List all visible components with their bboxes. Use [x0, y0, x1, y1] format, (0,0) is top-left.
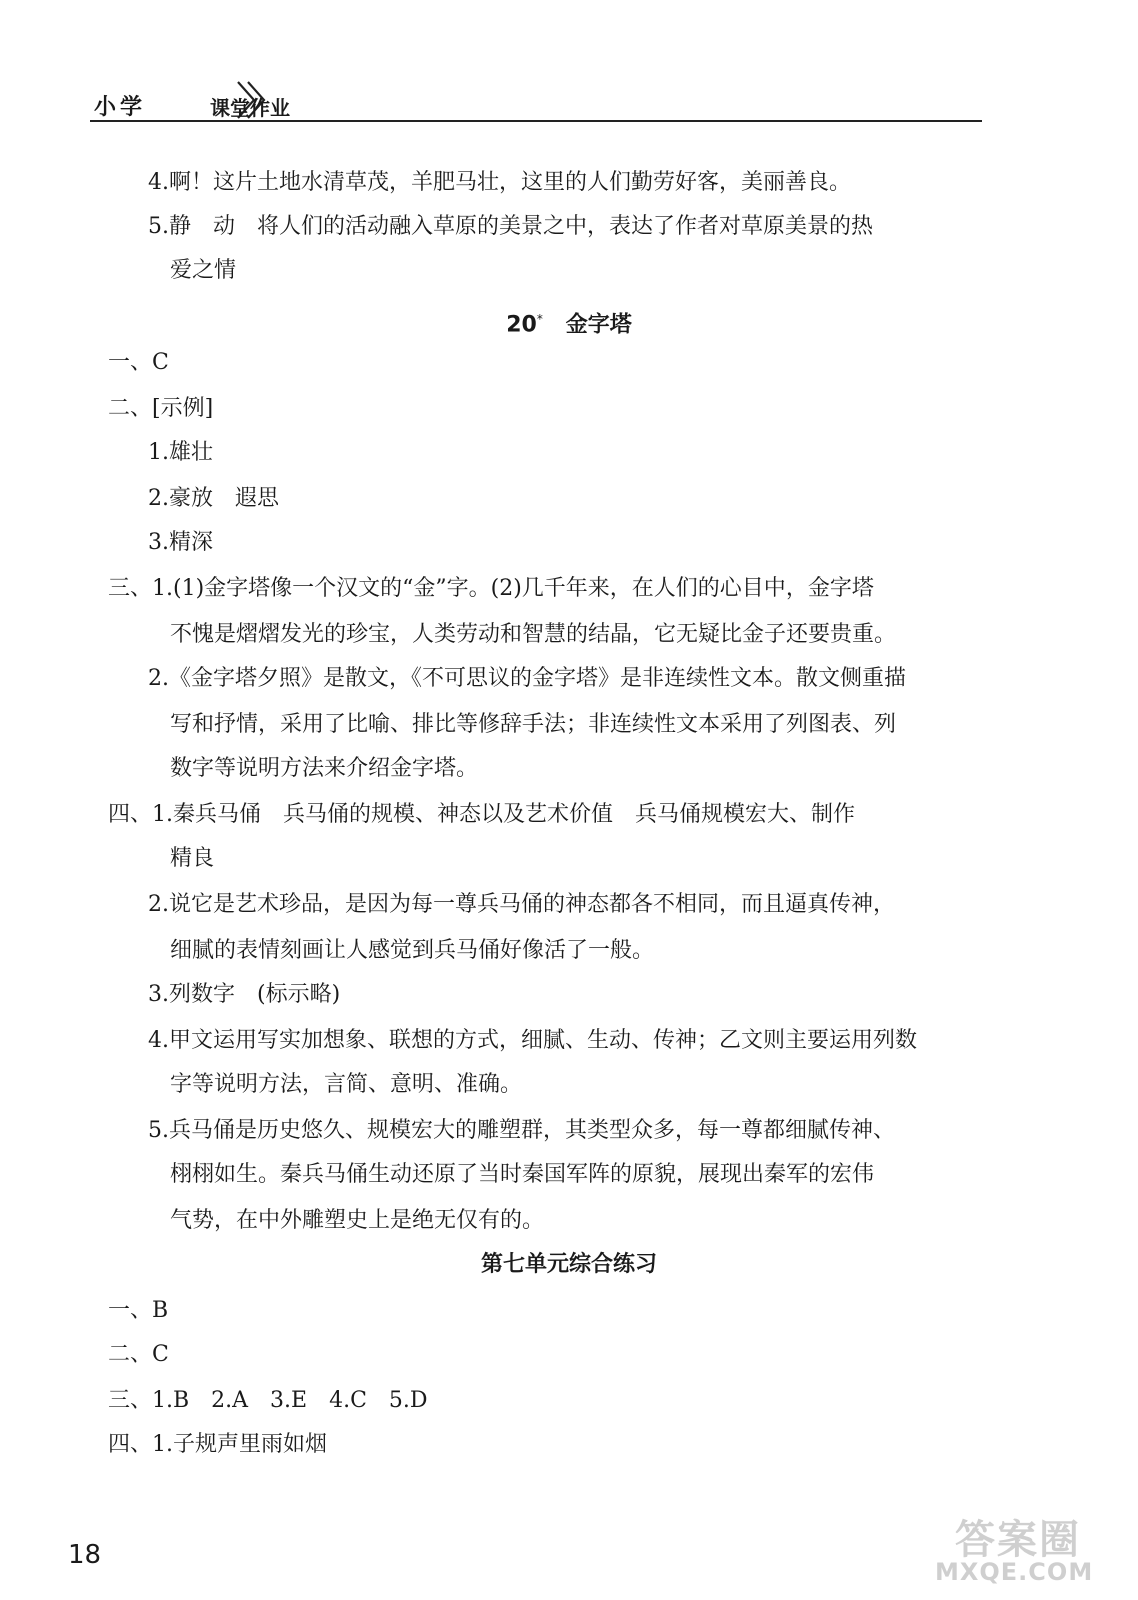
lesson-title: 金字塔	[565, 312, 632, 338]
answer-line: 5.兵马俑是历史悠久、规模宏大的雕塑群，其类型众多，每一尊都细腻传神、	[148, 1118, 895, 1143]
header-subtitle: 课堂作业	[210, 96, 290, 120]
answer-line: 栩栩如生。秦兵马俑生动还原了当时秦国军阵的原貌，展现出秦军的宏伟	[170, 1162, 875, 1187]
answer-line: 4.啊！这片土地水清草茂，羊肥马壮，这里的人们勤劳好客，美丽善良。	[148, 170, 851, 195]
answer-line: 四、1.子规声里雨如烟	[108, 1432, 327, 1457]
answer-line: 三、1.(1)金字塔像一个汉文的“金”字。(2)几千年来，在人们的心目中，金字塔	[108, 576, 874, 601]
watermark-url: MXQE.COM	[935, 1558, 1094, 1586]
section-heading-unit7: 第七单元综合练习	[480, 1252, 657, 1277]
answer-line: 2.豪放 遐思	[148, 486, 279, 511]
header-rule	[90, 120, 982, 122]
page-number: 18	[68, 1540, 102, 1570]
header-brand: 小学	[94, 95, 147, 120]
answer-line: 1.雄壮	[148, 440, 213, 465]
answer-line: 爱之情	[170, 258, 237, 283]
answer-line: 四、1.秦兵马俑 兵马俑的规模、神态以及艺术价值 兵马俑规模宏大、制作	[108, 802, 855, 827]
page-header	[90, 78, 982, 122]
answer-line: 3.精深	[148, 530, 213, 555]
answer-line: 4.甲文运用写实加想象、联想的方式，细腻、生动、传神；乙文则主要运用列数	[148, 1028, 917, 1053]
answer-line: 写和抒情，采用了比喻、排比等修辞手法；非连续性文本采用了列图表、列	[170, 712, 897, 737]
answer-line: 一、B	[108, 1298, 169, 1323]
answer-line: 气势，在中外雕塑史上是绝无仅有的。	[170, 1208, 545, 1233]
answer-line: 精良	[170, 846, 215, 871]
answer-line: 三、1.B 2.A 3.E 4.C 5.D	[108, 1388, 428, 1413]
answer-line: 5.静 动 将人们的活动融入草原的美景之中，表达了作者对草原美景的热	[148, 214, 873, 239]
answer-line: 细腻的表情刻画让人感觉到兵马俑好像活了一般。	[170, 938, 655, 963]
watermark-logo-text: 答案圈	[955, 1517, 1081, 1563]
answer-line: 二、C	[108, 1342, 169, 1367]
answer-line: 3.列数字 (标示略)	[148, 982, 341, 1007]
section-heading-20	[0, 304, 1138, 340]
optional-star: *	[536, 312, 543, 326]
answer-line: 二、[示例]	[108, 396, 214, 421]
answer-line: 数字等说明方法来介绍金字塔。	[170, 756, 479, 781]
answer-line: 一、C	[108, 350, 169, 375]
watermark	[935, 1508, 1115, 1594]
answer-line: 2.《金字塔夕照》是散文，《不可思议的金字塔》是非连续性文本。散文侧重描	[148, 666, 906, 691]
answer-line: 不愧是熠熠发光的珍宝，人类劳动和智慧的结晶，它无疑比金子还要贵重。	[170, 622, 897, 647]
lesson-number: 20	[506, 312, 537, 338]
answer-line: 2.说它是艺术珍品，是因为每一尊兵马俑的神态都各不相同，而且逼真传神，	[148, 892, 895, 917]
answer-line: 字等说明方法，言简、意明、准确。	[170, 1072, 523, 1097]
